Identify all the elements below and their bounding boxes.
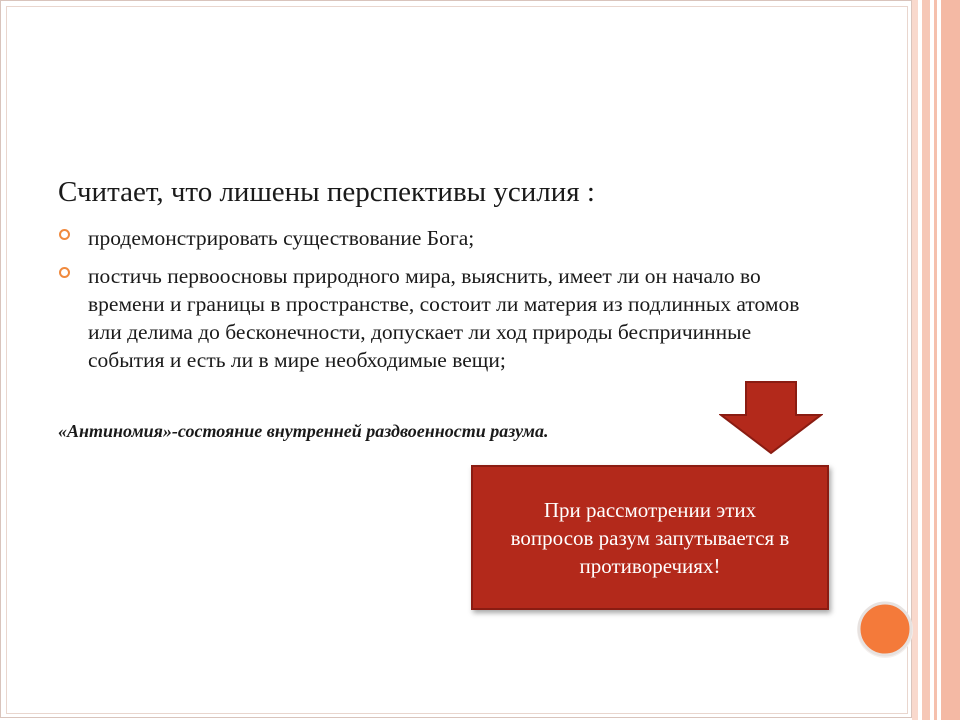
stripe	[934, 0, 937, 720]
decorative-stripes	[912, 0, 960, 720]
bullet-item	[58, 224, 818, 252]
antinomy-definition: «Антиномия»-состояние внутренней раздвоенности разума.	[58, 421, 549, 441]
bullet-text: продемонстрировать существование Бога;	[88, 226, 475, 250]
callout-text: При рассмотрении этих вопросов разум запутывается в противоречиях!	[510, 497, 790, 578]
circle-bullet-icon	[59, 229, 70, 240]
slide-heading: Считает, что лишены перспективы усилия :	[58, 176, 595, 208]
callout-box	[471, 465, 829, 610]
circle-bullet-icon	[59, 267, 70, 278]
bullet-item	[58, 262, 818, 374]
bullet-list	[58, 224, 818, 384]
bullet-text: постичь первоосновы природного мира, выяснить, имеет ли он начало во времени и границы в пространстве, состоит ли материя из подлинных атомов или делима до бесконечности, допускает ли ход природы беспричинные события и есть ли в мире необходимые вещи;	[88, 264, 800, 372]
down-arrow-icon	[719, 381, 823, 455]
stripe	[941, 0, 960, 720]
stripe	[922, 0, 930, 720]
orange-circle-decoration	[855, 599, 915, 659]
